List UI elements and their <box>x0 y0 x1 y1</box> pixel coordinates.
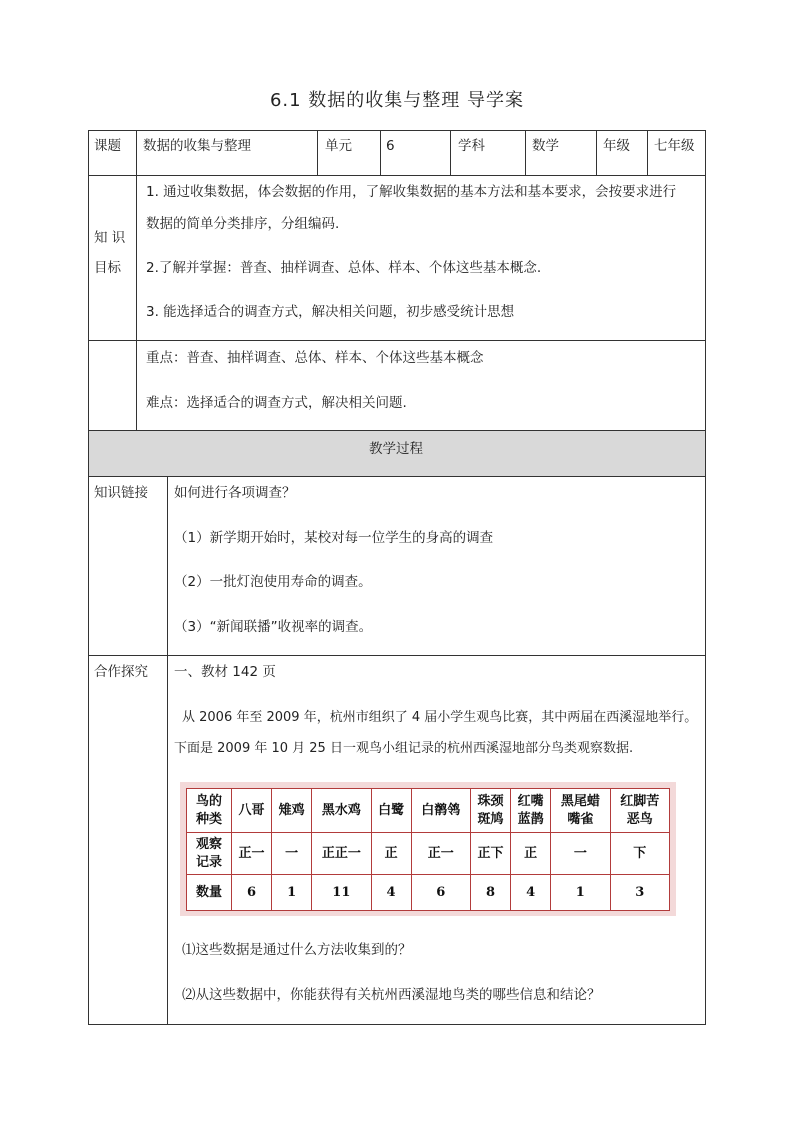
goal-item-2: 2.了解并掌握：普查、抽样调查、总体、样本、个体这些基本概念. <box>146 260 542 276</box>
bird-name <box>232 789 272 833</box>
table-row <box>187 789 670 833</box>
bird-count: 4 <box>371 875 411 911</box>
rule <box>167 476 168 1025</box>
tally-mark: 下 <box>610 833 669 875</box>
bird-name-text: 白鹡鸰 <box>421 802 461 818</box>
bird-name-text: 恶鸟 <box>626 811 653 827</box>
rule <box>136 130 137 175</box>
bird-name-text: 雉鸡 <box>278 802 305 818</box>
bird-count: 8 <box>470 875 510 911</box>
goal-item-1: 1. 通过收集数据，体会数据的作用，了解收集数据的基本方法和基本要求，会按要求进行 <box>146 184 677 200</box>
bird-count: 1 <box>272 875 312 911</box>
rule <box>647 130 648 175</box>
row-header-record <box>187 833 232 875</box>
bird-count: 11 <box>312 875 371 911</box>
document-title: 6.1 数据的收集与整理 导学案 <box>269 90 525 111</box>
goal-item-3: 3. 能选择适合的调查方式，解决相关问题，初步感受统计思想 <box>146 304 515 320</box>
table-row <box>187 875 670 911</box>
bird-name <box>551 789 610 833</box>
tally-mark: 正正一 <box>312 833 371 875</box>
bird-name <box>312 789 371 833</box>
tally-mark: 正一 <box>411 833 470 875</box>
rule <box>88 175 706 176</box>
bird-count: 1 <box>551 875 610 911</box>
row-header-text: 鸟的 <box>195 793 222 809</box>
tally-mark: 一 <box>551 833 610 875</box>
header-cell-grade-label: 年级 <box>603 138 630 154</box>
bird-name-text: 红嘴 <box>517 793 544 809</box>
bird-count: 4 <box>511 875 551 911</box>
rule <box>525 130 526 175</box>
cooperate-paragraph-cont: 下面是 2009 年 10 月 25 日一观鸟小组记录的杭州西溪湿地部分鸟类观察数据. <box>174 741 634 756</box>
bird-count: 6 <box>232 875 272 911</box>
header-cell-grade-value: 七年级 <box>654 138 695 154</box>
bird-name <box>411 789 470 833</box>
knowledge-link-q3: （3）“新闻联播”收视率的调查。 <box>174 619 373 635</box>
bird-name-text: 红脚苦 <box>620 793 660 809</box>
key-point: 重点：普查、抽样调查、总体、样本、个体这些基本概念 <box>146 350 484 366</box>
difficult-point: 难点：选择适合的调查方式，解决相关问题. <box>146 395 407 411</box>
table-border-top <box>88 130 706 131</box>
bird-name-text: 八哥 <box>238 802 265 818</box>
bird-name <box>371 789 411 833</box>
row-header-text: 种类 <box>195 811 222 827</box>
bird-name-text: 蓝鹊 <box>517 811 544 827</box>
tally-mark: 正下 <box>470 833 510 875</box>
rule <box>88 340 706 341</box>
rule <box>450 130 451 175</box>
knowledge-link-label: 知识链接 <box>94 485 148 501</box>
tally-mark: 正 <box>371 833 411 875</box>
header-cell-subject-value: 数学 <box>532 138 559 154</box>
rule <box>88 655 706 656</box>
goals-label: 目标 <box>94 260 121 276</box>
bird-name <box>610 789 669 833</box>
bird-name-text: 嘴雀 <box>567 811 594 827</box>
row-header-count: 数量 <box>187 875 232 911</box>
cooperate-paragraph: 从 2006 年至 2009 年，杭州市组织了 4 届小学生观鸟比赛，其中两届在西溪湿地举行。 <box>182 710 698 725</box>
rule <box>317 130 318 175</box>
rule <box>380 130 381 175</box>
bird-name-text: 斑鸠 <box>477 811 504 827</box>
row-header-text: 记录 <box>195 854 222 870</box>
row-header-text: 观察 <box>195 836 222 852</box>
bird-observation-table <box>180 782 676 916</box>
tally-mark: 正一 <box>232 833 272 875</box>
header-cell-unit-label: 单元 <box>325 138 352 154</box>
bird-name-text: 黑尾蜡 <box>560 793 600 809</box>
header-cell-subject-label: 学科 <box>458 138 485 154</box>
knowledge-link-q1: （1）新学期开始时，某校对每一位学生的身高的调查 <box>174 530 494 546</box>
cooperate-question-1: ⑴这些数据是通过什么方法收集到的？ <box>182 942 412 958</box>
bird-count: 3 <box>610 875 669 911</box>
bird-name-text: 白鹭 <box>378 802 405 818</box>
bird-name <box>511 789 551 833</box>
rule <box>596 130 597 175</box>
tally-mark: 一 <box>272 833 312 875</box>
goal-item-1-cont: 数据的简单分类排序，分组编码. <box>146 216 340 232</box>
row-header-species <box>187 789 232 833</box>
rule <box>136 175 137 430</box>
cooperate-question-2: ⑵从这些数据中，你能获得有关杭州西溪湿地鸟类的哪些信息和结论？ <box>182 987 601 1003</box>
cooperate-heading: 一、教材 142 页 <box>174 664 276 680</box>
header-cell-topic-value: 数据的收集与整理 <box>143 138 251 154</box>
table-border-right <box>705 130 706 1025</box>
bird-count: 6 <box>411 875 470 911</box>
cooperate-label: 合作探究 <box>94 664 148 680</box>
table-row <box>187 833 670 875</box>
tally-mark: 正 <box>511 833 551 875</box>
header-cell-unit-value: 6 <box>386 138 395 154</box>
header-cell-topic-label: 课题 <box>94 138 121 154</box>
knowledge-link-question: 如何进行各项调查？ <box>174 485 296 501</box>
bird-name-text: 黑水鸡 <box>321 802 361 818</box>
knowledge-link-q2: （2）一批灯泡使用寿命的调查。 <box>174 574 372 590</box>
process-header: 教学过程 <box>369 441 423 457</box>
table-border-left <box>88 130 89 1025</box>
bird-name <box>272 789 312 833</box>
rule <box>88 476 706 477</box>
bird-name-text: 珠颈 <box>477 793 504 809</box>
goals-label: 知 识 <box>94 230 126 246</box>
table-border-bottom <box>88 1024 706 1025</box>
bird-name <box>470 789 510 833</box>
